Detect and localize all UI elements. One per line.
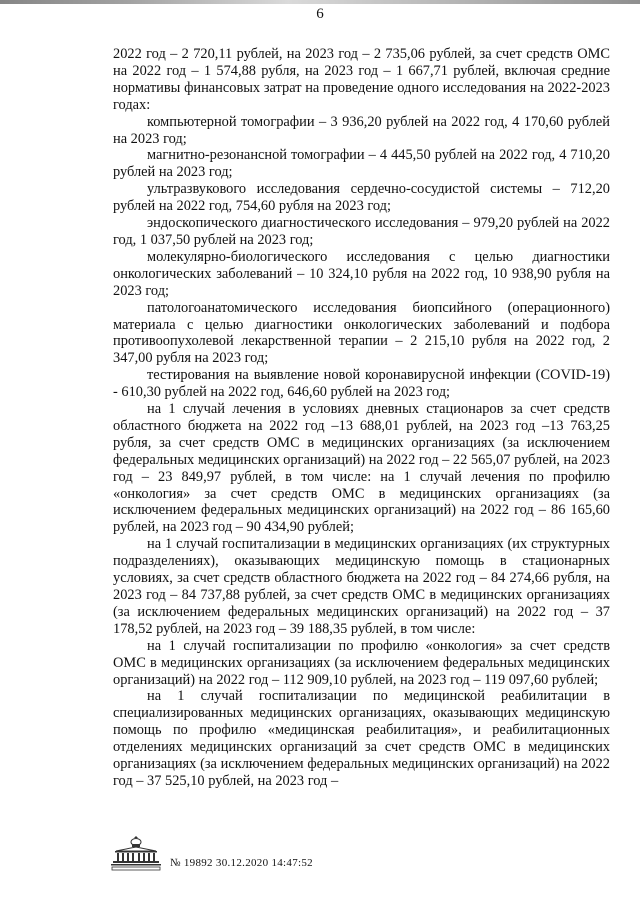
document-footer (110, 836, 450, 876)
paragraph: молекулярно-биологического исследования с целью диагностики онкологических заболеваний – 10 324,10 рубля на 2022 год, 10 938,90 рубля на 2023 год; (113, 248, 610, 299)
paragraph: на 1 случай госпитализации в медицинских организациях (их структурных подразделениях), оказывающих медицинскую помощь в стационарных условиях, за счет средств областного бюджета на 2022 год – 84 274,66 рубля, на 2023 год – 84 737,88 рублей, за счет средств ОМС в медицинских организациях (за исключением федеральных медицинских организаций) на 2022 год – 37 178,52 рублей, на 2023 год – 39 188,35 рублей, в том числе: (113, 536, 610, 637)
paragraph: патологоанатомического исследования биопсийного (операционного) материала с целью диагностики онкологических заболеваний и подбора противоопухолевой лекарственной терапии – 2 215,10 рубля на 2022 год, 2 347,00 рубля на 2023 год; (113, 299, 610, 367)
paragraph: ультразвукового исследования сердечно-сосудистой системы – 712,20 рублей на 2022 год, 754,60 рубля на 2023 год; (113, 181, 610, 215)
paragraph: на 1 случай лечения в условиях дневных стационаров за счет средств областного бюджета на 2022 год –13 688,01 рублей, на 2023 год –13 763,25 рубля, за счет средств ОМС в медицинских организациях (за исключением федеральных медицинских организаций) на 2022 год – 22 565,07 рублей, на 2023 год – 23 849,97 рублей, в том числе: на 1 случай лечения по профилю «онкология» за счет средств ОМС в медицинских организациях (за исключением федеральных медицинских организаций) на 2022 год – 86 165,60 рублей, на 2023 год – 90 434,90 рублей; (113, 401, 610, 536)
paragraph: эндоскопического диагностического исследования – 979,20 рублей на 2022 год, 1 037,50 рублей на 2023 год; (113, 215, 610, 248)
scan-top-edge (0, 0, 640, 4)
document-body (113, 46, 610, 790)
paragraph: компьютерной томографии – 3 936,20 рублей на 2022 год, 4 170,60 рублей на 2023 год; (113, 113, 610, 147)
page-number: 6 (316, 6, 324, 22)
registration-number: № 19892 30.12.2020 14:47:52 (170, 857, 313, 869)
paragraph: тестирования на выявление новой коронавирусной инфекции (COVID-19) - 610,30 рублей на 2022 год, 646,60 рублей на 2023 год; (113, 367, 610, 401)
paragraph-continuation: 2022 год – 2 720,11 рублей, на 2023 год – 2 735,06 рублей, за счет средств ОМС на 2022 год – 1 574,88 рубля, на 2023 год – 1 667,71 рублей, включая средние нормативы финансовых затрат на проведение одного исследования на 2022-2023 годах: (113, 46, 610, 113)
paragraph: магнитно-резонансной томографии – 4 445,50 рублей на 2022 год, 4 710,20 рублей на 2023 год; (113, 147, 610, 181)
government-building-logo-icon (110, 836, 162, 872)
paragraph: на 1 случай госпитализации по профилю «онкология» за счет средств ОМС в медицинских организациях (за исключением федеральных медицинских организаций) на 2022 год – 112 909,10 рублей, на 2023 год – 119 097,60 рублей; (113, 637, 610, 688)
paragraph: на 1 случай госпитализации по медицинской реабилитации в специализированных медицинских организациях, оказывающих медицинскую помощь по профилю «медицинская реабилитация», и реабилитационных отделениях медицинских организаций за счет средств ОМС в медицинских организациях (за исключением федеральных медицинских организаций) на 2022 год – 37 525,10 рублей, на 2023 год – (113, 688, 610, 789)
